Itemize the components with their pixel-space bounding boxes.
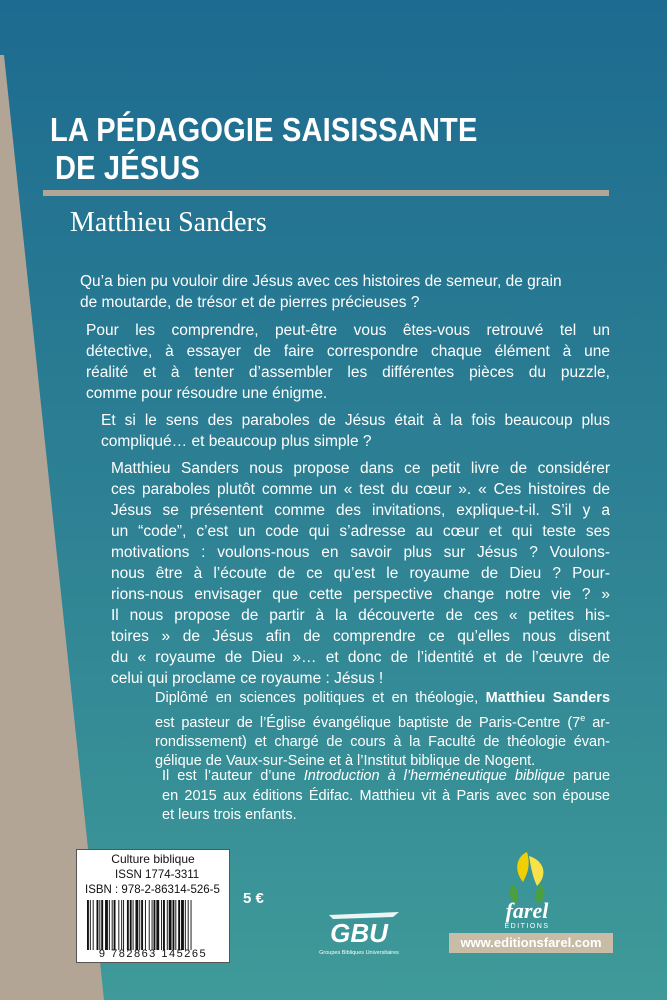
blurb-paragraph-3: [101, 410, 610, 452]
bio-text: ar-: [585, 714, 610, 731]
barcode-bar: [123, 900, 124, 950]
bio-text: parue: [572, 768, 611, 784]
farel-logo-text: farel: [505, 898, 549, 923]
farel-sub-text: EDITIONS: [504, 923, 550, 930]
blurb-line: du « royaume de Dieu »… et donc de l’identité et de l’œuvre de: [111, 649, 610, 666]
barcode-bar: [87, 900, 89, 950]
price: 5 €: [243, 890, 264, 907]
author-name: Matthieu Sanders: [70, 207, 267, 238]
barcode-bar: [133, 900, 134, 950]
blurb-line: de moutarde, de trésor et de pierres précieuses ?: [80, 294, 420, 311]
barcode-bar: [191, 900, 192, 950]
blurb-line: Il nous propose de partir à la découverte de ces « petites his-: [111, 607, 610, 624]
barcode-bar: [152, 900, 153, 950]
blurb-line: réalité et à tenter d’assembler les différentes pièces du puzzle,: [86, 364, 610, 381]
barcode-bar: [175, 900, 176, 950]
bio-text: est pasteur de l’Église évangélique baptiste de Paris-Centre (7: [155, 714, 581, 731]
blurb-line: nous être à l’écoute de ce qu’est le royaume de Dieu ? Pour-: [111, 565, 610, 582]
blurb-line: Jésus se présentent comme des invitations, explique-t-il. S’il y a: [111, 502, 610, 519]
title-divider: [43, 190, 609, 196]
barcode-bar: [149, 900, 150, 950]
blurb-line: ces paraboles plutôt comme un « test du cœur ». « Ces histoires de: [111, 481, 610, 498]
book-title-line-2: DE JÉSUS: [55, 149, 201, 186]
bio-line: et leurs trois enfants.: [162, 807, 297, 823]
blurb-line: Pour les comprendre, peut-être vous êtes-vous retrouvé tel un: [86, 322, 610, 339]
barcode-bar: [114, 900, 116, 950]
barcode-bar: [105, 900, 108, 950]
barcode-bar: [90, 900, 91, 950]
author-bio-paragraph-1: [155, 689, 610, 772]
barcode-bars: [87, 900, 221, 950]
blurb-line: motivations : voulons-nous en savoir plus sur Jésus ? Voulons-: [111, 544, 610, 561]
blurb-line: Qu’a bien pu vouloir dire Jésus avec ces histoires de semeur, de grain: [80, 273, 562, 290]
barcode-bar: [185, 900, 186, 950]
barcode-issn: ISSN 1774-3311: [115, 869, 200, 881]
blurb-line: celui qui proclame ce royaume : Jésus !: [111, 670, 384, 687]
barcode-bar: [141, 900, 143, 950]
blurb-line: détective, à essayer de faire correspondre chaque élément à une: [86, 343, 610, 360]
barcode-bar: [121, 900, 122, 950]
barcode-bar: [135, 900, 138, 950]
barcode-bar: [169, 900, 172, 950]
flame-right: [529, 856, 543, 886]
bio-line: en 2015 aux éditions Édifac. Matthieu vit à Paris avec son épouse: [162, 787, 610, 804]
bio-text: Diplômé en sciences politiques et en théologie,: [155, 690, 479, 706]
blurb-paragraph-4: [111, 458, 610, 689]
barcode-bar: [181, 900, 184, 950]
publisher-website: www.editionsfarel.com: [449, 933, 613, 953]
gbu-tagline: Groupes Bibliques Universitaires: [319, 950, 399, 956]
barcode-bar: [161, 900, 162, 950]
barcode-bar: [130, 900, 132, 950]
barcode-bar: [145, 900, 146, 950]
barcode-bar: [167, 900, 168, 950]
flame-left: [517, 852, 528, 882]
barcode-bar: [163, 900, 165, 950]
barcode-bar: [156, 900, 159, 950]
barcode-bar: [188, 900, 189, 950]
bio-line: [155, 689, 610, 709]
blurb-line: Et si le sens des paraboles de Jésus était à la fois beaucoup plus: [101, 412, 610, 429]
bio-superscript: e: [580, 712, 586, 723]
blurb-line: compliqué… et beaucoup plus simple ?: [101, 433, 372, 450]
barcode-bar: [109, 900, 110, 950]
blurb-line: Matthieu Sanders nous propose dans ce petit livre de considérer: [111, 460, 610, 477]
barcode-category: Culture biblique: [111, 852, 195, 866]
bio-book-title: Introduction à l’herméneutique biblique: [303, 768, 565, 784]
blurb-paragraph-1: [80, 271, 610, 313]
bio-author-name: Matthieu Sanders: [485, 690, 611, 706]
gbu-logo-text: GBU: [330, 918, 388, 948]
farel-logo: [487, 848, 567, 930]
barcode-bar: [127, 900, 129, 950]
barcode-digits: 9 782863 145265: [98, 948, 208, 960]
barcode-isbn: ISBN : 978-2-86314-526-5: [85, 884, 220, 896]
barcode-label: [76, 849, 230, 963]
book-title-line-1: LA PÉDAGOGIE SAISISSANTE: [50, 111, 478, 148]
barcode-bar: [112, 900, 113, 950]
barcode-bar: [173, 900, 175, 950]
barcode-bar: [139, 900, 140, 950]
bio-line: gélique de Vaux-sur-Seine et à l’Institut biblique de Nogent.: [155, 753, 536, 770]
bio-text: Il est l’auteur d’une: [162, 768, 296, 784]
bio-line: [162, 767, 610, 787]
blurb-line: comme pour résoudre une énigme.: [86, 385, 328, 402]
barcode-bar: [178, 900, 180, 950]
blurb-paragraph-2: [86, 320, 610, 404]
barcode-bar: [97, 900, 99, 950]
blurb-line: un “code”, c’est un code qui s’adresse au cœur et qui teste ses: [111, 523, 610, 540]
author-bio-paragraph-2: [162, 767, 610, 826]
barcode-bar: [154, 900, 156, 950]
bio-line: rondissement) et chargé de cours à la Faculté de théologie évan-: [155, 733, 610, 750]
barcode-bar: [118, 900, 119, 950]
blurb-line: rions-nous envisager que cette perspective change notre vie ? »: [111, 586, 610, 603]
blurb-line: toires » de Jésus afin de comprendre ce qu’elles nous disent: [111, 628, 610, 645]
bio-line: [155, 709, 610, 733]
barcode-bar: [101, 900, 103, 950]
barcode-bar: [99, 900, 100, 950]
gbu-logo: [315, 909, 403, 957]
barcode-bar: [93, 900, 94, 950]
